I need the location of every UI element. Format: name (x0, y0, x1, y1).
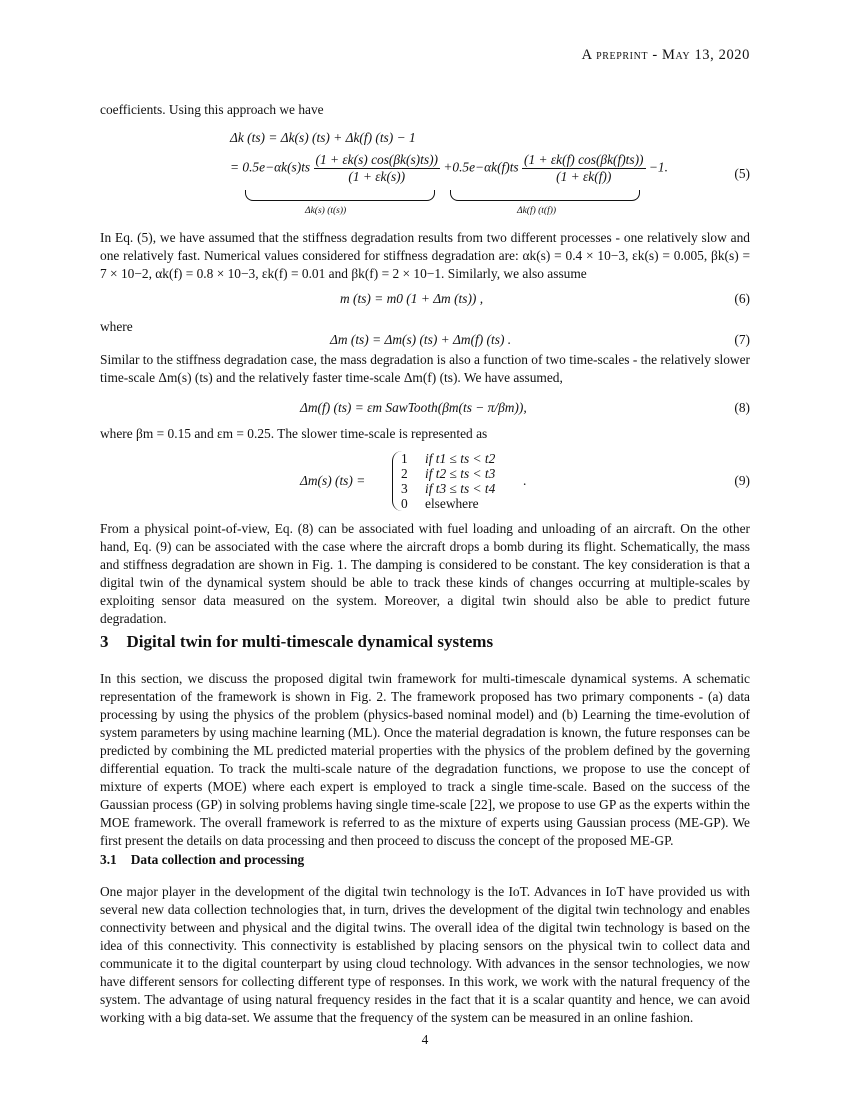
eq9-cases (392, 451, 521, 511)
paragraph-mass: Similar to the stiffness degradation case, the mass degradation is also a function of two time-scales - the relatively slower time-scale Δm(s) (ts) and the relatively faster time-scale Δm(f) (ts). We have assumed, (100, 352, 750, 385)
eq5-num-a: (1 + εk(s) cos(βk(s)ts)) (315, 152, 438, 167)
eq5-den-b: (1 + εk(f)) (522, 168, 646, 185)
eq5-den-a: (1 + εk(s)) (314, 168, 440, 185)
intro-line: coefficients. Using this approach we have (100, 102, 324, 117)
eq5-term-a: = 0.5e−αk(s)ts (230, 159, 311, 175)
paragraph-section-intro: In this section, we discuss the proposed digital twin framework for multi-timescale dynamical systems. A schematic representation of the framework is shown in Fig. 2. The framework proposed has two primary components - (a) data processing by using the physics of the problem (physics-based nominal model) and (b) Learning the time-evolution of system parameters by using machine learning (ML). Once the material degradation is known, the future responses can be predicted by combining the ML predicted material properties with the physics of the problem defined by the governing differential equation. To track the multi-scale nature of the degradation functions, we propose to use the concept of mixture of experts (MOE) where each expert is employed to track a single time-scale. Based on the success of the Gaussian process (GP) in solving problems having single time-scale [22], we propose to use GP as the experts within the MOE framework. The overall framework is referred to as the mixture of experts using Gaussian process (ME-GP). We first present the details on data processing and then proceed to discuss the concept of the proposed ME-GP. (100, 671, 750, 848)
paragraph-stiffness: In Eq. (5), we have assumed that the stiffness degradation results from two different processes - one relatively slow and one relatively fast. Numerical values considered for stiffness degradation are: αk(s) = 0.4 × 10−3, εk(s) = 0.005, βk(s) = 7 × 10−2, αk(f) = 0.8 × 10−3, εk(f) = 0.01 and βk(f) = 2 × 10−1. Similarly, we also assume (100, 230, 750, 281)
eq9-case-row: 0 elsewhere (401, 496, 479, 511)
eq6-body: m (ts) = m0 (1 + Δm (ts)) , (340, 291, 484, 306)
section-heading (100, 632, 493, 652)
eq6-number: (6) (734, 291, 750, 306)
eq9-case-row: 1 if t1 ≤ ts < t2 (401, 451, 496, 466)
eq5-tail: −1. (648, 159, 668, 175)
underbrace-slow (245, 190, 435, 201)
equation-6 (100, 291, 750, 311)
equation-7 (100, 332, 750, 352)
eq5-frac-b (522, 152, 646, 185)
brace-label-slow: Δk(s) (t(s)) (305, 206, 347, 216)
running-header: A preprint - May 13, 2020 (581, 47, 750, 63)
page-number: 4 (421, 1032, 429, 1047)
eq9-number: (9) (734, 473, 750, 488)
underbrace-fast (450, 190, 640, 201)
eq9-case-row: 3 if t3 ≤ ts < t4 (401, 481, 496, 496)
eq5-line1: Δk (ts) = Δk(s) (ts) + Δk(f) (ts) − 1 (230, 130, 416, 145)
subsection-heading (100, 852, 304, 868)
section-number: 3 (100, 632, 109, 651)
eq9-case-row: 2 if t2 ≤ ts < t3 (401, 466, 496, 481)
eq5-num-b: (1 + εk(f) cos(βk(f)ts)) (524, 152, 644, 167)
header-prefix: A preprint (581, 47, 649, 63)
eq5-term-b: +0.5e−αk(f)ts (443, 159, 519, 175)
eq8-number: (8) (734, 400, 750, 415)
eq7-number: (7) (734, 332, 750, 347)
eq9-lhs: Δm(s) (ts) = (300, 473, 366, 488)
paragraph-where-2: where βm = 0.15 and εm = 0.25. The slower time-scale is represented as (100, 426, 488, 441)
paragraph-iot: One major player in the development of the digital twin technology is the IoT. Advances in IoT have provided us with several new data collection technologies that, in turn, drives the development of the digital twin technology and enables connectivity between and physical and the digital twins. The overall idea of the digital twin technology is based on the idea of this connectivity. This connectivity is established by placing sensors on the physical twin to collect data and communicate it to the digital counterpart by using cloud technology. With advances in the sensor technologies, we now have different sensors for collecting different type of responses. In this work, we work with the natural frequency of the system. The advantage of using natural frequency resides in the fact that it is a scalar quantity and hence, we can avoid working with a big data-set. We assume that the frequency of the system can be measured in an online fashion. (100, 884, 750, 1025)
subsection-number: 3.1 (100, 852, 117, 867)
eq9-trail: . (523, 473, 527, 488)
where-label: where (100, 319, 133, 334)
paragraph-physical: From a physical point-of-view, Eq. (8) can be associated with fuel loading and unloading of an aircraft. On the other hand, Eq. (9) can be associated with the case where the aircraft drops a bomb during its flight. Schematically, the mass and stiffness degradation are shown in Fig. 1. The damping is considered to be constant. The key consideration is that a digital twin of the dynamical system should be able to track these kinds of changes occurring at multiple-scales by exploiting sensor data measured on the system. Moreover, a digital twin should also be able to predict future degradation. (100, 521, 750, 626)
section-title: Digital twin for multi-timescale dynamical systems (126, 632, 494, 651)
eq5-number: (5) (734, 166, 750, 181)
brace-label-fast: Δk(f) (t(f)) (517, 206, 557, 216)
equation-8 (100, 400, 750, 420)
eq5-frac-a (314, 152, 440, 185)
eq8-body: Δm(f) (ts) = εm SawTooth(βm(ts − π/βm)), (300, 400, 527, 415)
eq7-body: Δm (ts) = Δm(s) (ts) + Δm(f) (ts) . (330, 332, 512, 347)
subsection-title: Data collection and processing (130, 852, 305, 867)
header-date: May 13, 2020 (662, 47, 750, 63)
